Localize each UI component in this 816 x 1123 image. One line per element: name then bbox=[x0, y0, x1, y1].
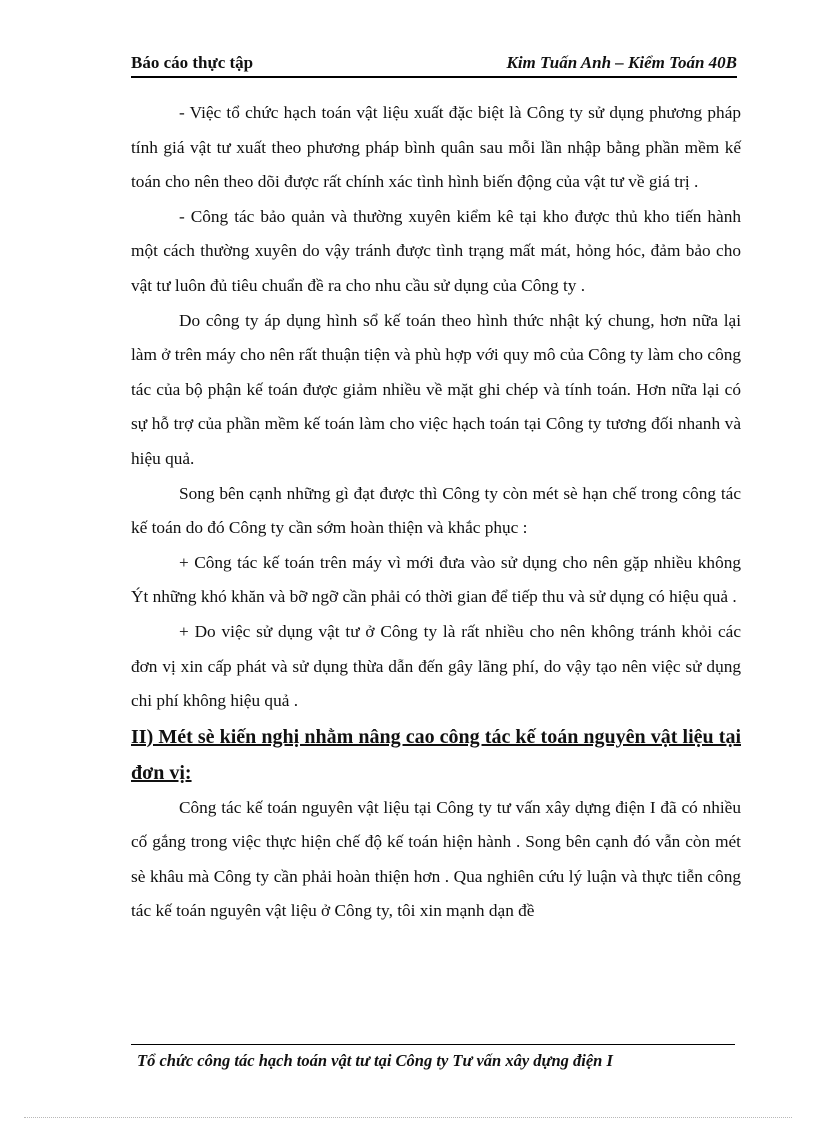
section-heading: II) Mét sè kiến nghị nhằm nâng cao công tác kế toán nguyên vật liệu tại đơn vị: bbox=[131, 725, 741, 784]
paragraph-6: + Do việc sử dụng vật tư ở Công ty là rất nhiều cho nên không tránh khỏi các đơn vị xin cấp phát và sử dụng thừa dẫn đến gây lãng phí, do vậy tạo nên việc sử dụng chi phí không hiệu quả . bbox=[131, 621, 741, 711]
paragraph-4: Song bên cạnh những gì đạt được thì Công ty còn mét sè hạn chế trong công tác kế toán do đó Công ty cần sớm hoàn thiện và khắc phục : bbox=[131, 483, 741, 538]
paragraph-7: Công tác kế toán nguyên vật liệu tại Công ty tư vấn xây dựng điện I đã có nhiều cố gắng trong việc thực hiện chế độ kế toán hiện hành . Song bên cạnh đó vẫn còn mét sè khâu mà Công ty cần phải hoàn thiện hơn . Qua nghiên cứu lý luận và thực tiễn công tác kế toán nguyên vật liệu ở Công ty, tôi xin mạnh dạn đề bbox=[131, 797, 741, 921]
page-border-dotted bbox=[24, 1117, 792, 1118]
paragraph-1: - Việc tổ chức hạch toán vật liệu xuất đặc biệt là Công ty sử dụng phương pháp tính giá vật tư xuất theo phương pháp bình quân sau mỗi lần nhập bằng phần mềm kế toán cho nên theo dõi được rất chính xác tình hình biến động của vật tư về giá trị . bbox=[131, 103, 741, 192]
header-report-title: Báo cáo thực tập bbox=[131, 53, 254, 72]
paragraph-2: - Công tác bảo quản và thường xuyên kiểm kê tại kho được thủ kho tiến hành một cách thường xuyên do vậy tránh được tình trạng mất mát, hỏng hóc, đảm bảo cho vật tư luôn đủ tiêu chuẩn đề ra cho nhu cầu sử dụng của Công ty . bbox=[131, 206, 741, 295]
page-header bbox=[131, 52, 737, 78]
document-body bbox=[131, 96, 741, 929]
paragraph-5: + Công tác kế toán trên máy vì mới đưa vào sử dụng cho nên gặp nhiều không Ýt những khó khăn và bỡ ngỡ cần phải có thời gian để tiếp thu và sử dụng có hiệu quả . bbox=[131, 552, 741, 607]
paragraph-3: Do công ty áp dụng hình sổ kế toán theo hình thức nhật ký chung, hơn nữa lại làm ở trên máy cho nên rất thuận tiện và phù hợp với quy mô của Công ty làm cho công tác của bộ phận kế toán được giảm nhiều về mặt ghi chép và tính toán. Hơn nữa lại có sự hỗ trợ của phần mềm kế toán làm cho việc hạch toán tại Công ty tương đối nhanh và hiệu quả. bbox=[131, 310, 741, 468]
page-footer: Tổ chức công tác hạch toán vật tư tại Công ty Tư vấn xây dựng điện I bbox=[131, 1044, 735, 1071]
header-author: Kim Tuấn Anh – Kiểm Toán 40B bbox=[506, 53, 737, 72]
